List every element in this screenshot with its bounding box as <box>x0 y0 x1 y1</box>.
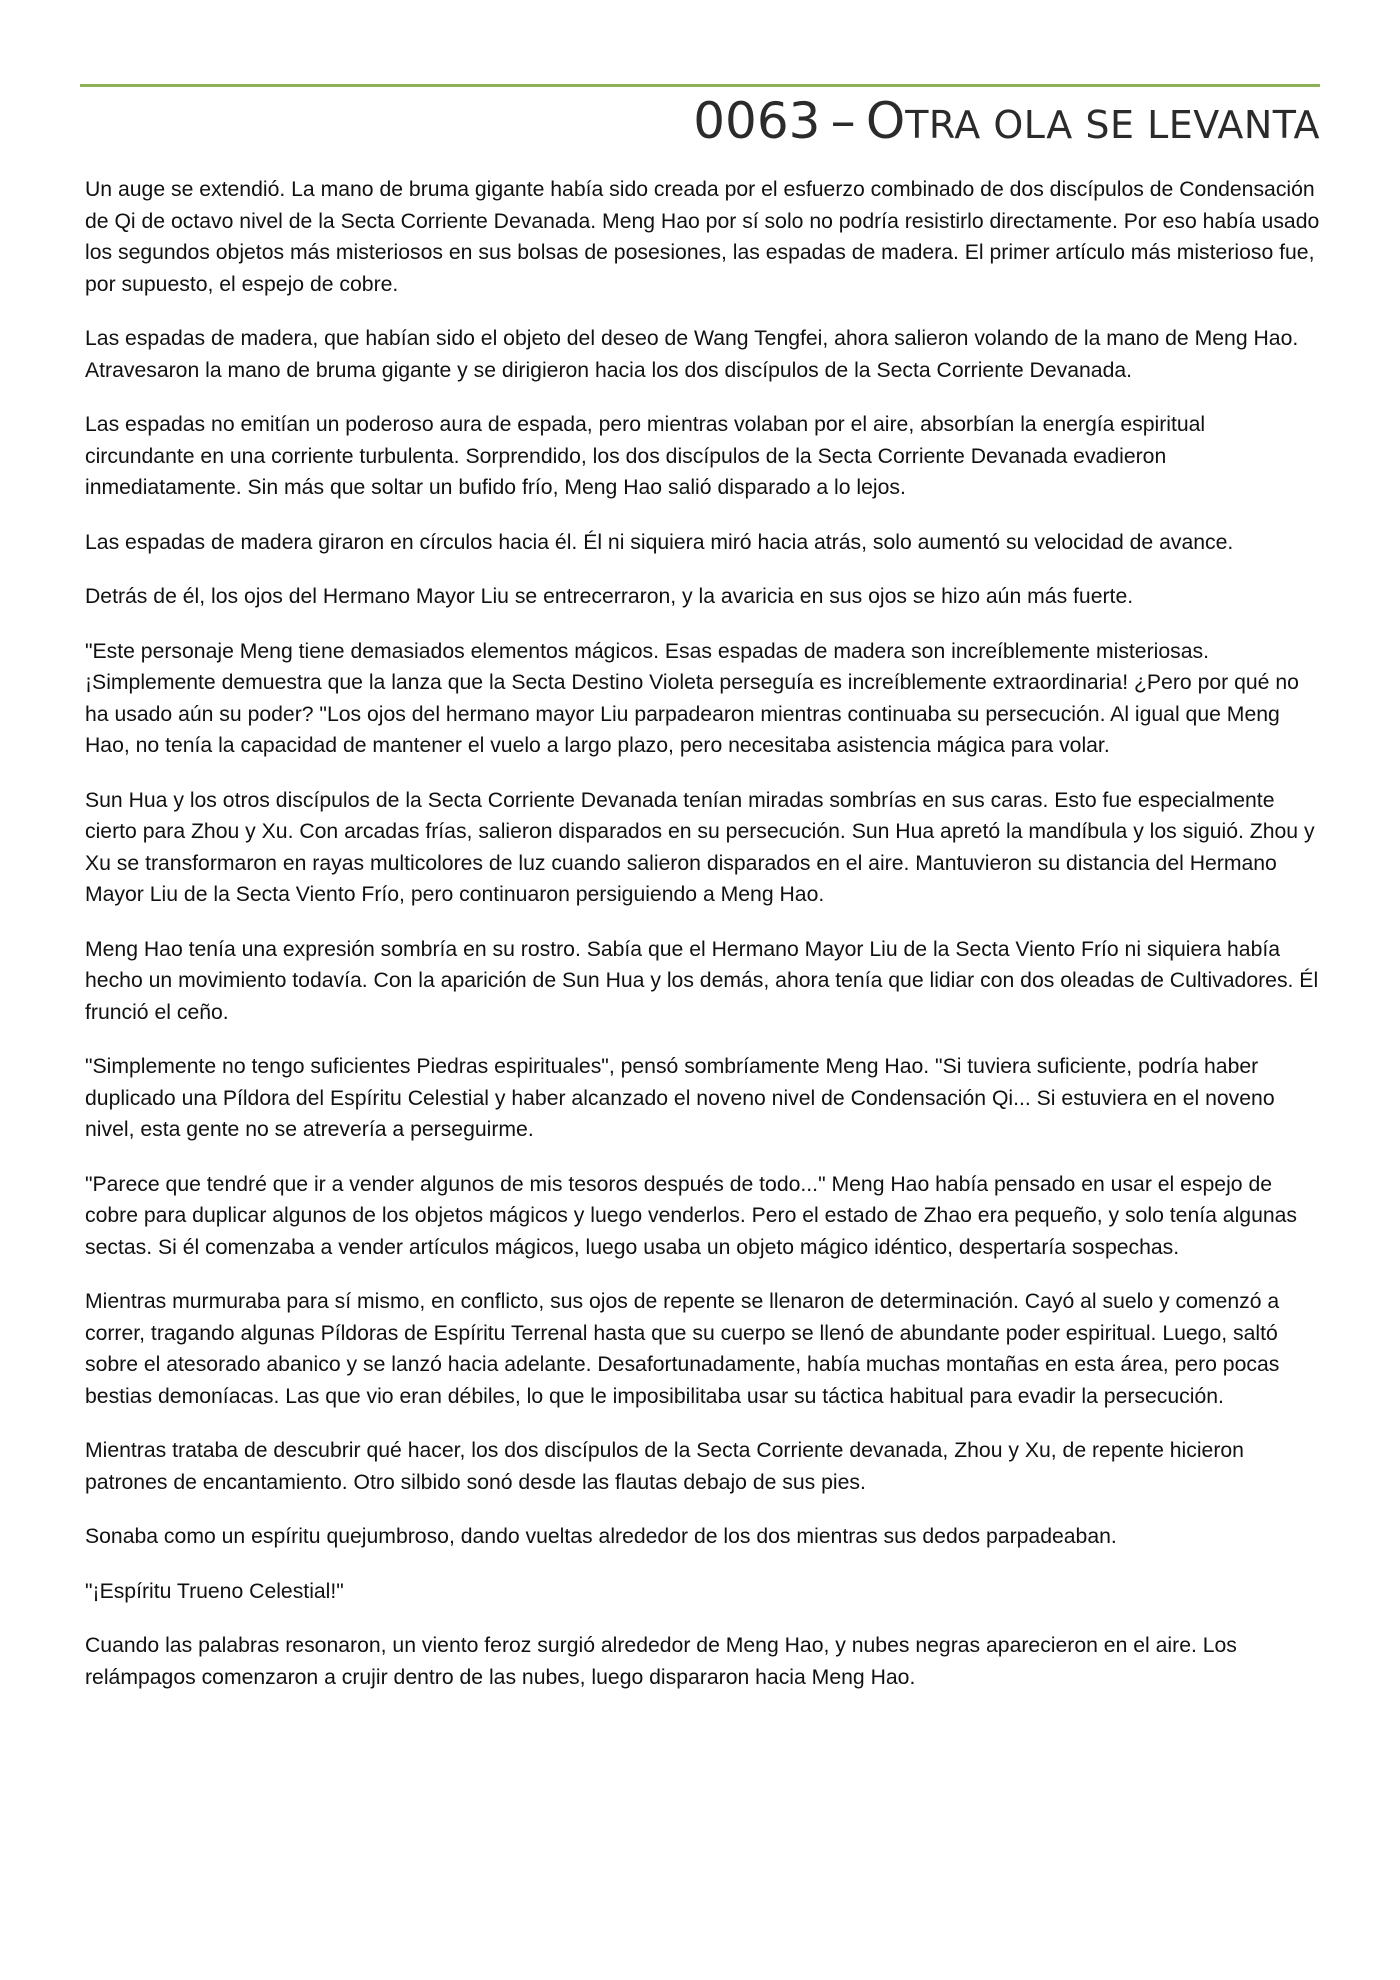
paragraph: Las espadas no emitían un poderoso aura de espada, pero mientras volaban por el aire, absorbían la energía espiritual circundante en una corriente turbulenta. Sorprendido, los dos discípulos de la Secta Corriente Devanada evadieron inmediatamente. Sin más que soltar un bufido frío, Meng Hao salió disparado a lo lejos. <box>85 413 1206 499</box>
chapter-title-rest: TRA OLA SE LEVANTA <box>905 103 1320 147</box>
paragraph: Cuando las palabras resonaron, un viento feroz surgió alrededor de Meng Hao, y nubes negras aparecieron en el aire. Los relámpagos comenzaron a crujir dentro de las nubes, luego dispararon hacia Meng Hao. <box>85 1634 1237 1689</box>
paragraph: Las espadas de madera giraron en círculos hacia él. Él ni siquiera miró hacia atrás, solo aumentó su velocidad de avance. <box>85 530 1234 554</box>
chapter-title-initial: O <box>865 92 906 150</box>
paragraph: "Este personaje Meng tiene demasiados elementos mágicos. Esas espadas de madera son increíblemente misteriosas. ¡Simplemente demuestra que la lanza que la Secta Destino Violeta perseguía es increíblemente extraordinaria! ¿Pero por qué no ha usado aún su poder? "Los ojos del hermano mayor Liu parpadearon mientras continuaba su persecución. Al igual que Meng Hao, no tenía la capacidad de mantener el vuelo a largo plazo, pero necesitaba asistencia mágica para volar. <box>85 639 1299 757</box>
chapter-dash: – <box>830 92 856 150</box>
paragraph: "Parece que tendré que ir a vender algunos de mis tesoros después de todo..." Meng Hao había pensado en usar el espejo de cobre para duplicar algunos de los objetos mágicos y luego venderlos. Pero el estado de Zhao era pequeño, y solo tenía algunas sectas. Si él comenzaba a vender artículos mágicos, luego usaba un objeto mágico idéntico, despertaría sospechas. <box>85 1172 1298 1259</box>
header-rule <box>80 84 1320 87</box>
paragraph: "¡Espíritu Trueno Celestial!" <box>85 1579 344 1603</box>
paragraph: Mientras murmuraba para sí mismo, en conflicto, sus ojos de repente se llenaron de determinación. Cayó al suelo y comenzó a correr, tragando algunas Píldoras de Espíritu Terrenal hasta que su cuerpo se llenó de abundante poder espiritual. Luego, saltó sobre el atesorado abanico y se lanzó hacia adelante. Desafortunadamente, había muchas montañas en esta área, pero pocas bestias demoníacas. Las que vio eran débiles, lo que le imposibilitaba usar su táctica habitual para evadir la persecución. <box>85 1290 1280 1408</box>
paragraph: Un auge se extendió. La mano de bruma gigante había sido creada por el esfuerzo combinado de dos discípulos de Condensación de Qi de octavo nivel de la Secta Corriente Devanada. Meng Hao por sí solo no podría resistirlo directamente. Por eso había usado los segundos objetos más misteriosos en sus bolsas de posesiones, las espadas de madera. El primer artículo más misterioso fue, por supuesto, el espejo de cobre. <box>85 178 1320 296</box>
paragraph: "Simplemente no tengo suficientes Piedras espirituales", pensó sombríamente Meng Hao. "Si tuviera suficiente, podría haber duplicado una Píldora del Espíritu Celestial y haber alcanzado el noveno nivel de Condensación Qi... Si estuviera en el noveno nivel, esta gente no se atrevería a perseguirme. <box>85 1055 1275 1141</box>
paragraph: Sonaba como un espíritu quejumbroso, dando vueltas alrededor de los dos mientras sus dedos parpadeaban. <box>85 1525 1117 1548</box>
chapter-number: 0063 <box>693 92 821 150</box>
paragraph: Las espadas de madera, que habían sido el objeto del deseo de Wang Tengfei, ahora salieron volando de la mano de Meng Hao. Atravesaron la mano de bruma gigante y se dirigieron hacia los dos discípulos de la Secta Corriente Devanada. <box>85 327 1299 382</box>
paragraph: Sun Hua y los otros discípulos de la Secta Corriente Devanada tenían miradas sombrías en sus caras. Esto fue especialmente cierto para Zhou y Xu. Con arcadas frías, salieron disparados en su persecución. Sun Hua apretó la mandíbula y los siguió. Zhou y Xu se transformaron en rayas multicolores de luz cuando salieron disparados en el aire. Mantuvieron su distancia del Hermano Mayor Liu de la Secta Viento Frío, pero continuaron persiguiendo a Meng Hao. <box>85 788 1315 906</box>
chapter-body <box>85 174 1320 1716</box>
paragraph: Meng Hao tenía una expresión sombría en su rostro. Sabía que el Hermano Mayor Liu de la Secta Viento Frío ni siquiera había hecho un movimiento todavía. Con la aparición de Sun Hua y los demás, ahora tenía que lidiar con dos oleadas de Cultivadores. Él frunció el ceño. <box>85 937 1319 1024</box>
chapter-title <box>693 92 1320 150</box>
paragraph: Detrás de él, los ojos del Hermano Mayor Liu se entrecerraron, y la avaricia en sus ojos se hizo aún más fuerte. <box>85 585 1134 608</box>
paragraph: Mientras trataba de descubrir qué hacer, los dos discípulos de la Secta Corriente devanada, Zhou y Xu, de repente hicieron patrones de encantamiento. Otro silbido sonó desde las flautas debajo de sus pies. <box>85 1439 1244 1494</box>
